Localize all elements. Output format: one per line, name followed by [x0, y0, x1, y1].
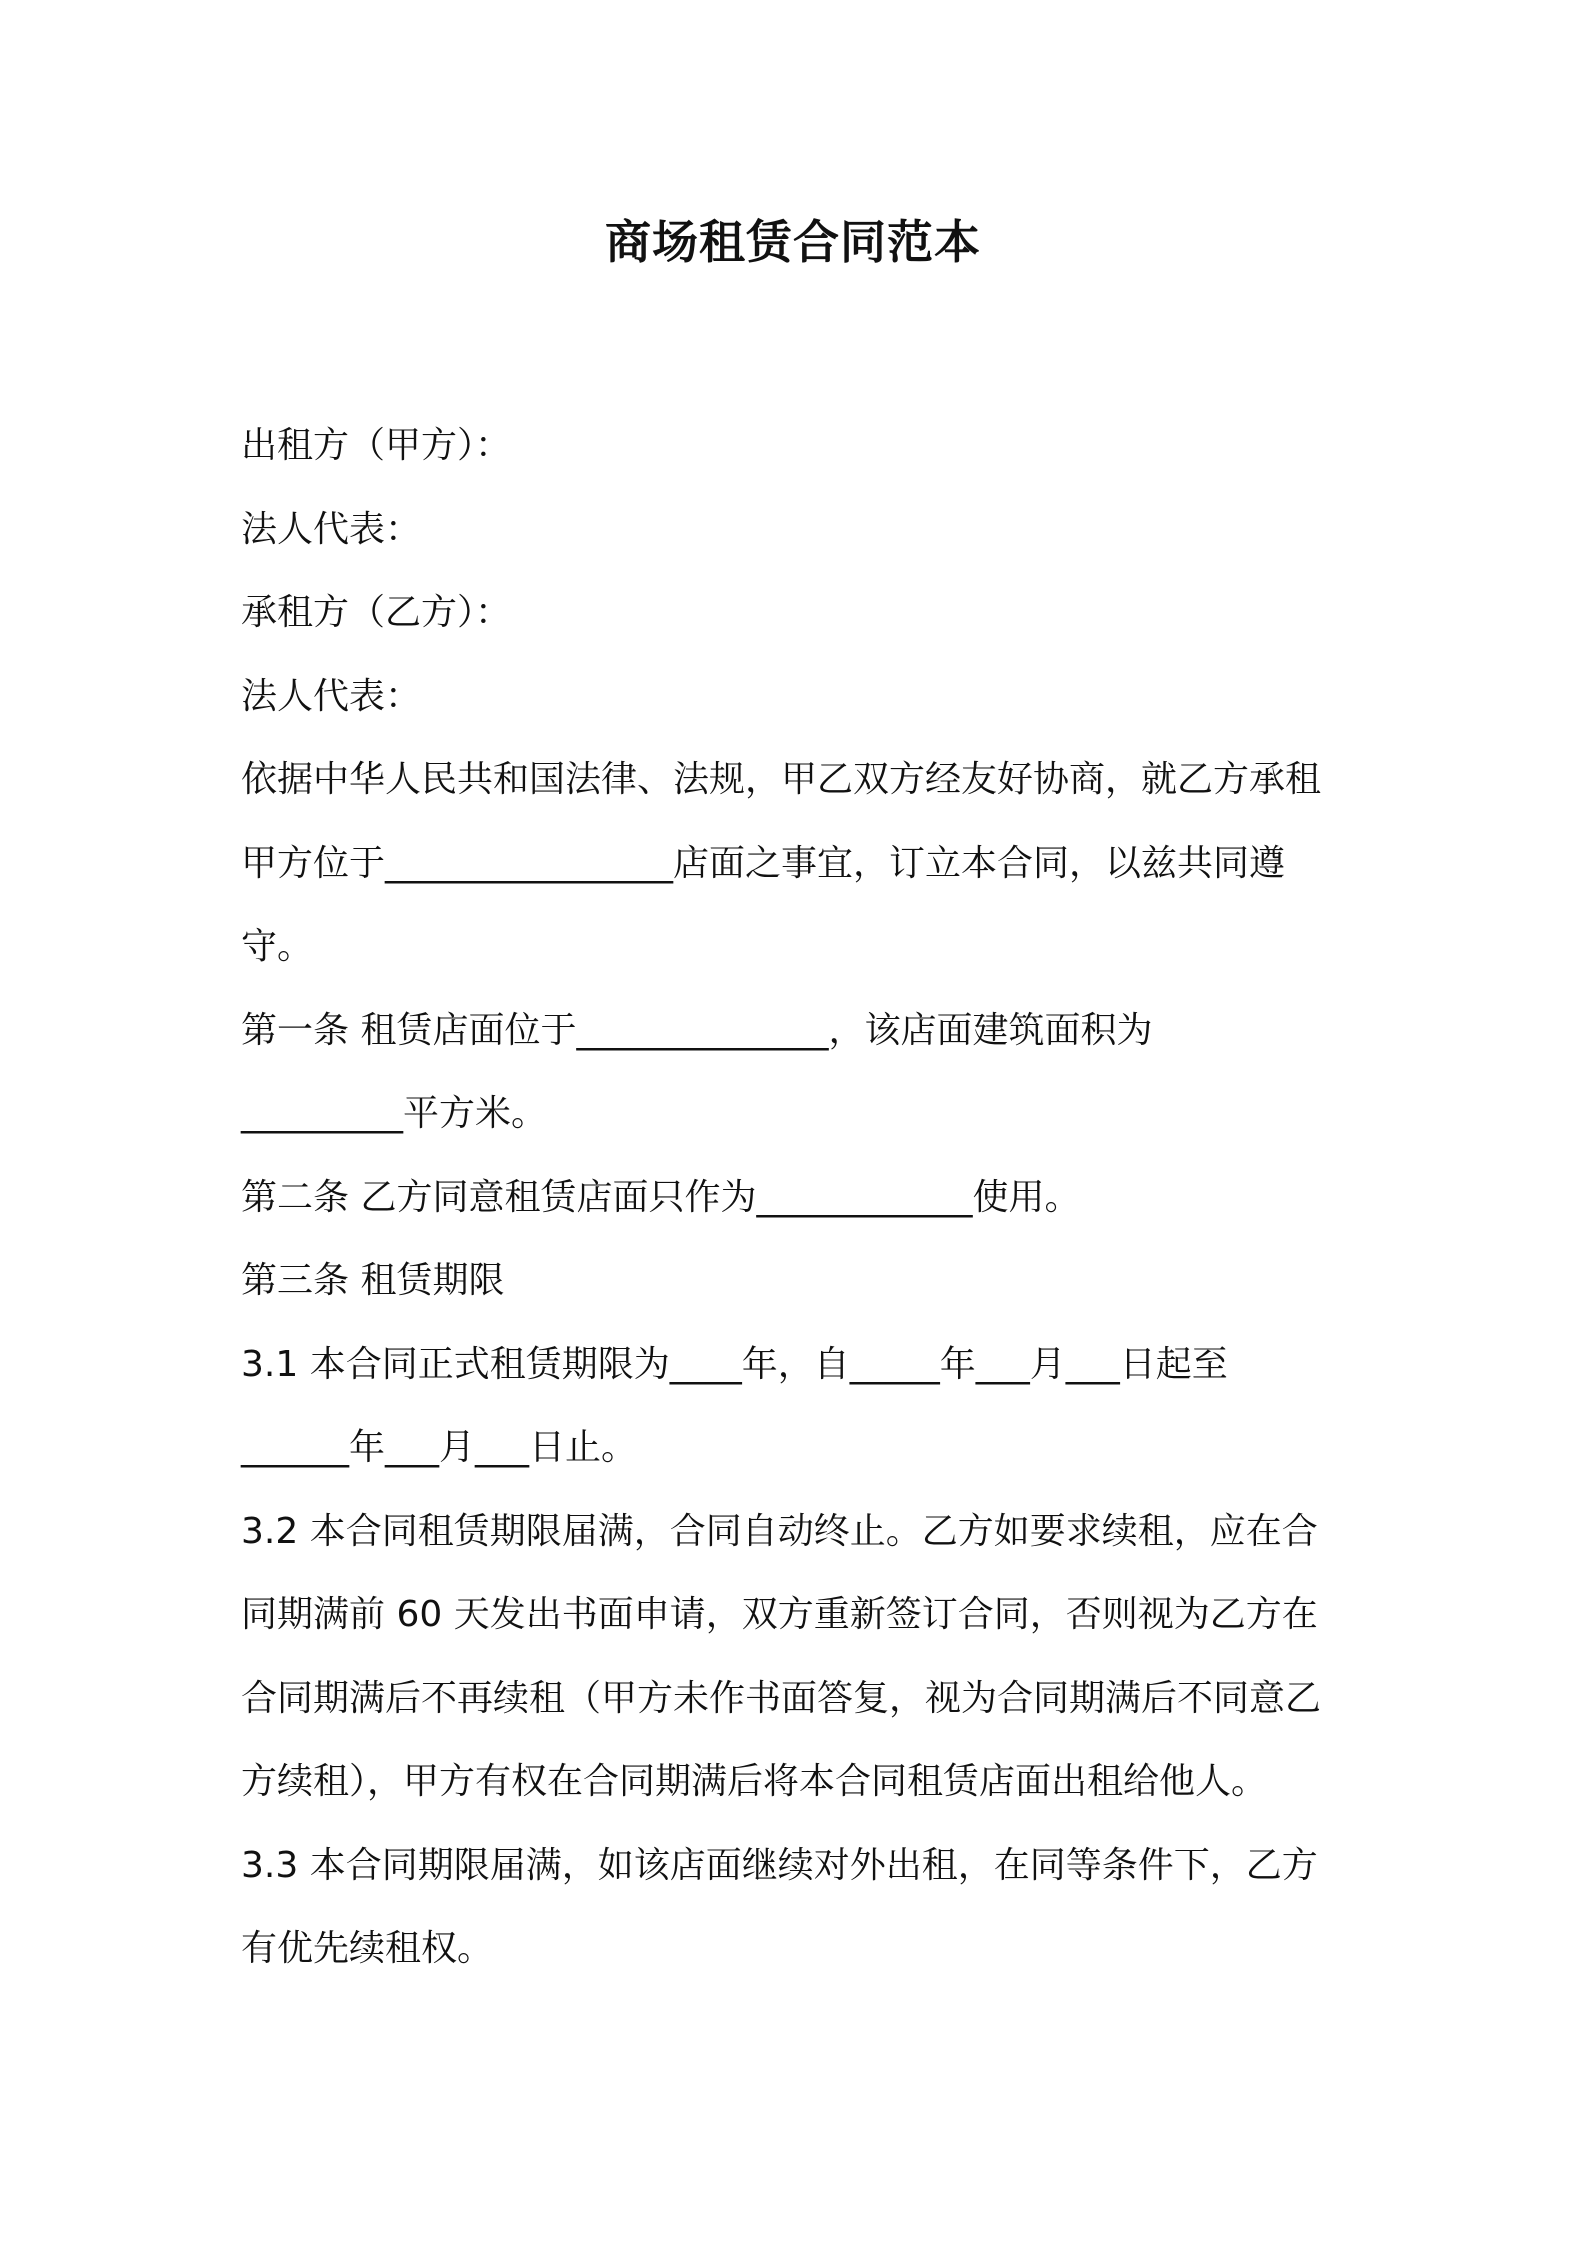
document-body [241, 404, 1356, 1991]
article-1-line-2: _________平方米。 [241, 1093, 548, 1134]
clause-3-2-line-4: 方续租），甲方有权在合同期满后将本合同租赁店面出租给他人。 [241, 1761, 1268, 1802]
clause-3-2-line-1: 3.2 本合同租赁期限届满，合同自动终止。乙方如要求续租，应在合 [241, 1510, 1318, 1552]
article-2-line: 第二条 乙方同意租赁店面只作为____________使用。 [241, 1176, 1081, 1218]
lessee-legal-rep-line: 法人代表： [241, 675, 422, 717]
clause-3-2-line-2: 同期满前 60 天发出书面申请，双方重新签订合同，否则视为乙方在 [241, 1594, 1318, 1635]
preamble-line-1: 依据中华人民共和国法律、法规，甲乙双方经友好协商，就乙方承租 [241, 759, 1322, 800]
clause-3-1-line-1: 3.1 本合同正式租赁期限为____年，自_____年___月___日起至 [241, 1343, 1228, 1385]
lessee-line: 承租方（乙方）： [241, 592, 512, 633]
article-3-heading: 第三条 租赁期限 [241, 1260, 505, 1301]
clause-3-1-line-2: ______年___月___日止。 [241, 1427, 638, 1468]
preamble-line-3: 守。 [241, 926, 314, 967]
preamble-line-2: 甲方位于________________店面之事宜，订立本合同，以兹共同遵 [241, 842, 1286, 884]
clause-3-3-line-1: 3.3 本合同期限届满，如该店面继续对外出租，在同等条件下，乙方 [241, 1844, 1318, 1886]
clause-3-2-line-3: 合同期满后不再续租（甲方未作书面答复，视为合同期满后不同意乙 [241, 1677, 1322, 1719]
lessor-line: 出租方（甲方）： [241, 425, 512, 466]
article-1-line-1: 第一条 租赁店面位于______________，该店面建筑面积为 [241, 1009, 1153, 1051]
clause-3-3-line-2: 有优先续租权。 [241, 1928, 494, 1969]
document-title: 商场租赁合同范本 [605, 215, 981, 269]
lessor-legal-rep-line: 法人代表： [241, 508, 422, 550]
